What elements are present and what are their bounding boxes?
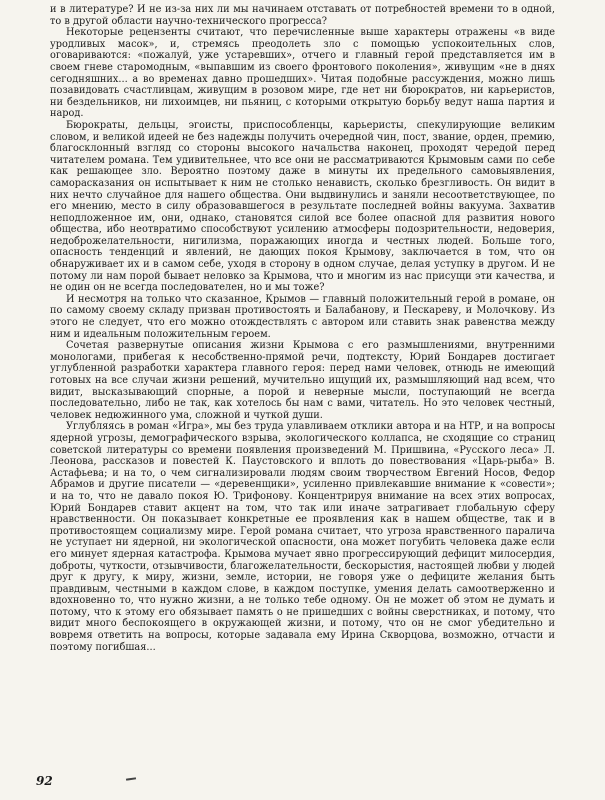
paragraph-3: Бюрократы, дельцы, эгоисты, приспособленцы, карьеристы, спекулирующие великим словом, и великой идеей не без надежды получить очередной чин, пост, звание, орден, премию, благосклонный взгляд со стороны высокого начальства наконец, проходят чередой перед читателем романа. Тем удивительнее, что все они не рассматриваются Крымовым сами по себе как решающее зло. Вероятно поэтому даже в минуты их предельного самовыявления, саморасказания он испытывает к ним не столько ненависть, сколько брезгливость. Он видит в них нечто случайное для нашего общества. Они выдвинулись и заняли несоответствующее, по его мнению, место в силу образовавшегося в результате последней войны вакуума. Захватив неподложенное им, они, однако, становятся силой все более опасной для развития нового общества, ибо неотвратимо способствуют усилению атмосферы подозрительности, недоверия, недоброжелательности, нигилизма, поражающих иногда и честных людей. Больше того, опасность тенденций и явлений, не дающих покоя Крымову, заключается в том, что он обнаруживает их и в самом себе, уходя в сторону в одном случае, делая уступку в другом. И не потому ли нам порой бывает неловко за Крымова, что и многим из нас присущи эти качества, и не один он не всегда последователен, но и мы тоже? bbox=[50, 119, 555, 294]
paragraph-5: Сочетая развернутые описания жизни Крымова с его размышлениями, внутренними монологами, прибегая к несобственно-прямой речи, подтексту, Юрий Бондарев достигает углубленной разработки характера главного героя: перед нами человек, отнюдь не имеющий готовых на все случаи жизни решений, мучительно ищущий их, размышляющий над всем, что видит, высказывающий спорные, а порой и неверные мысли, поступающий не всегда последовательно, либо не так, как хотелось бы нам с вами, читатель. Но это человек честный, человек недюжинного ума, сложной и чуткой души. bbox=[50, 340, 555, 421]
paragraph-1: и в литературе? И не из-за них ли мы начинаем отставать от потребностей времени то в одной, то в другой области научно-технического прогресса? bbox=[50, 4, 555, 27]
page-number: 92 bbox=[36, 774, 53, 788]
print-mark bbox=[126, 777, 136, 780]
page-body bbox=[50, 4, 555, 653]
paragraph-4: И несмотря на только что сказанное, Крымов — главный положительный герой в романе, он по самому своему складу призван противостоять и Балабанову, и Пескареву, и Молочкову. Из этого не следует, что его можно отождествлять с автором или ставить знак равенства между ним и идеальным положительным героем. bbox=[50, 293, 555, 340]
paragraph-6: Углубляясь в роман «Игра», мы без труда улавливаем отклики автора и на НТР, и на вопросы ядерной угрозы, демографического взрыва, экологического коллапса, не сходящие со страниц советской литературы со времени появления произведений М. Пришвина, «Русского леса» Л. Леонова, рассказов и повестей К. Паустовского и вплоть до повествования «Царь-рыба» В. Астафьева; и на то, о чем сигнализировали людям своим творчеством Евгений Носов, Федор Абрамов и другие писатели — «деревенщики», усиленно привлекавшие внимание к «совести»; и на то, что не давало покоя Ю. Трифонову. Концентрируя внимание на всех этих вопросах, Юрий Бондарев ставит акцент на том, что так или иначе затрагивает глобальную сферу нравственности. Он показывает конкретные ее проявления как в нашем обществе, так и в противостоящем социализму мире. Герой романа считает, что угроза нравственного паралича не уступает ни ядерной, ни экологической опасности, она может погубить человека даже если его минует ядерная катастрофа. Крымова мучает явно прогрессирующий дефицит милосердия, доброты, чуткости, отзывчивости, благожелательности, бескорыстия, настоящей любви у людей друг к другу, к миру, жизни, земле, истории, не говоря уже о дефиците желания быть правдивым, честными в каждом слове, в каждом поступке, умения делать самоотверженно и вдохновенно то, что нужно жизни, а не только тебе одному. Он не может об этом не думать и потому, что к этому его обязывает память о не пришедших с войны сверстниках, и потому, что видит много беспокоящего в окружающей жизни, и потому, что он не смог убедительно и вовремя ответить на вопросы, которые задавала ему Ирина Скворцова, возможно, отчасти и поэтому погибшая... bbox=[50, 421, 555, 653]
paragraph-2: Некоторые рецензенты считают, что перечисленные выше характеры отражены «в виде уродливых масок», и, стремясь преодолеть зло с помощью успокоительных слов, оговариваются: «пожалуй, уже устаревших», отчего и главный герой представляется им в своем гневе старомодным, «выпавшим из своего фронтового поколения», живущим «не в днях сегодняшних... а во временах давно прошедших». Читая подобные рассуждения, можно лишь позавидовать счастливцам, живущим в розовом мире, где нет ни бюрократов, ни карьеристов, ни бездельников, ни лихоимцев, ни пьяниц, с которыми открытую борьбу ведут наша партия и народ. bbox=[50, 27, 555, 120]
